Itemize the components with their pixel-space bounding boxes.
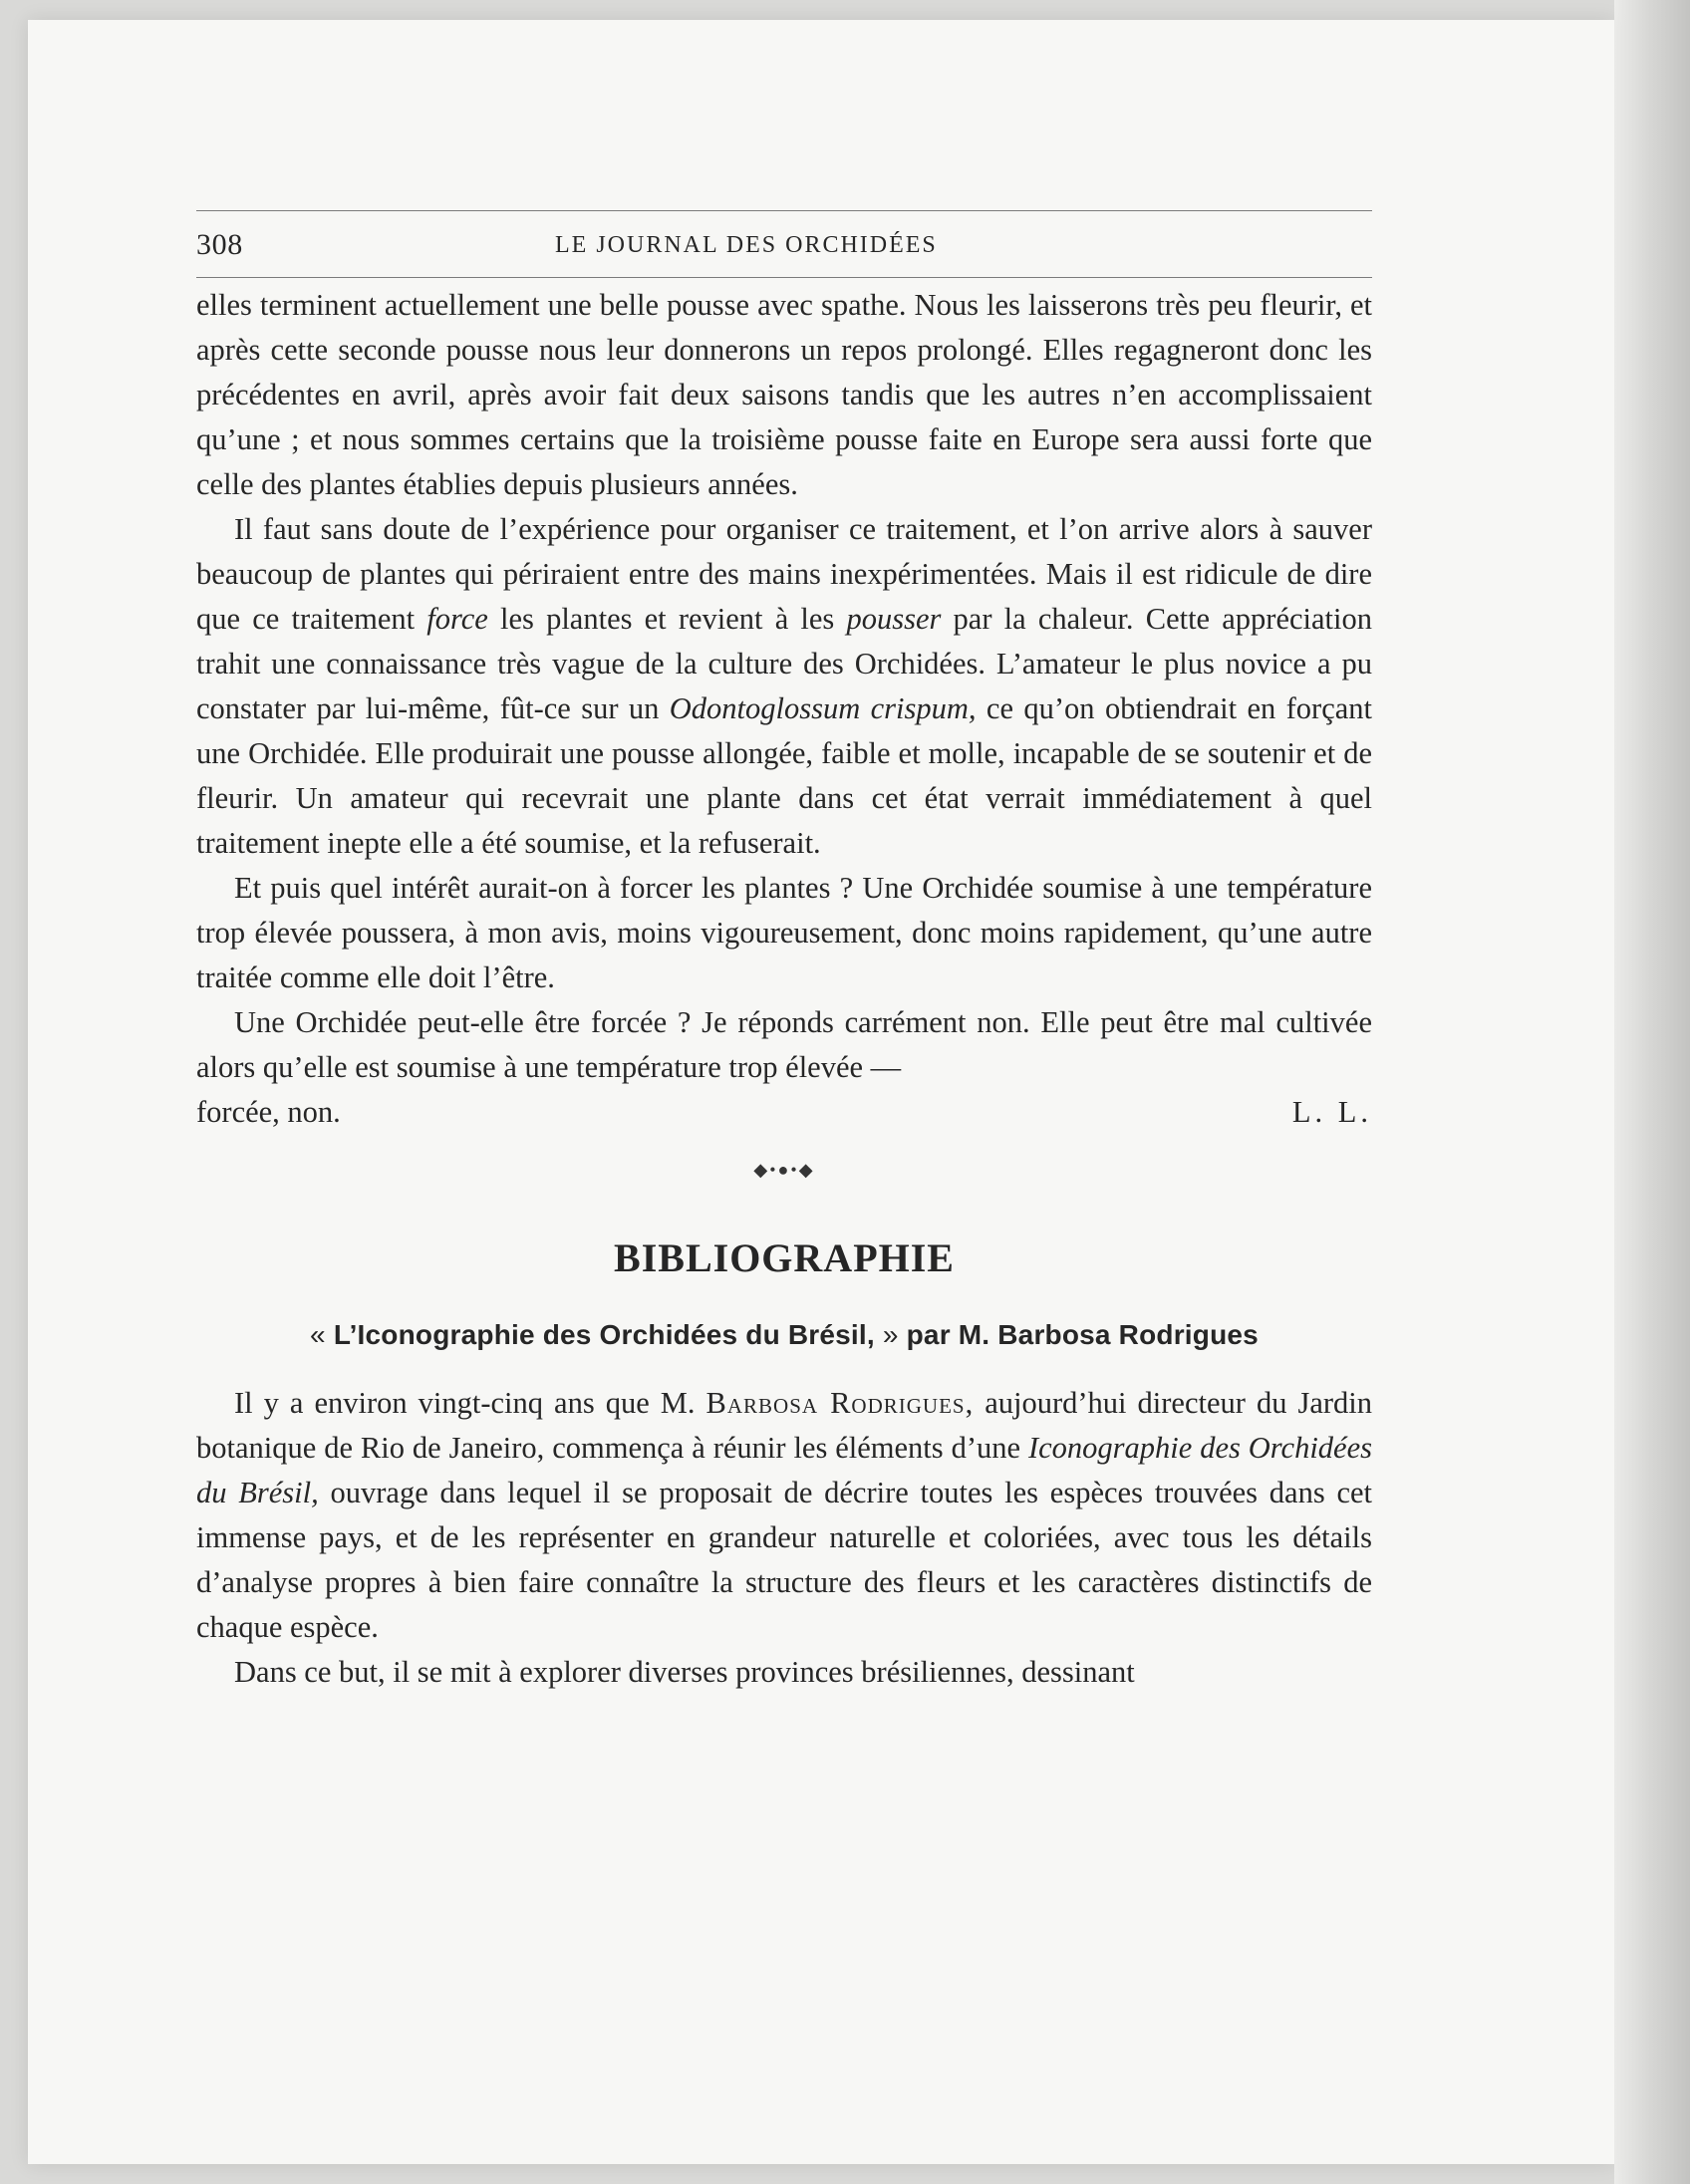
section-ornament: ◆•●•◆ [753, 1160, 815, 1180]
author-initials: L. L. [1291, 1095, 1372, 1129]
open-quote: « [310, 1319, 326, 1351]
article-paragraph [196, 507, 1372, 866]
paragraph-text: Il y a environ vingt-cinq ans que M. [234, 1386, 706, 1421]
bibliography-title: BIBLIOGRAPHIE [614, 1235, 955, 1280]
close-quote: » [882, 1319, 899, 1351]
paragraph-text: Et puis quel intérêt aurait-on à forcer les plantes ? Une Orchidée soumise à une température trop élevée poussera, à mon avis, moins vigoureusement, donc moins rapidement, qu’une autre traitée comme elle doit l’être. [196, 871, 1372, 994]
paragraph-text: Dans ce but, il se mit à explorer diverses provinces brésiliennes, dessinant [234, 1655, 1135, 1690]
closing-text: forcée, non. [196, 1095, 341, 1129]
article-paragraph [196, 866, 1372, 1000]
paragraph-text: Une Orchidée peut-elle être forcée ? Je réponds carrément non. Elle peut être mal cultivée alors qu’elle est soumise à une température trop élevée — [196, 1005, 1372, 1084]
paragraph-text: ce qu’on obtiendrait en forçant une Orchidée. Elle produirait une pousse allongée, faible et molle, incapable de se soutenir et de fleurir. Un amateur qui recevrait une plante dans cet état verrait immédiatement à quel traitement inepte elle a été soumise, et la refuserait. [196, 691, 1373, 860]
species-name: Odontoglossum crispum, [669, 691, 977, 725]
paragraph-text: Il faut sans doute de l’expérience pour organiser ce traitement, et l’on arrive alors à sauver beaucoup de plantes qui périraient entre des mains inexpérimentées. Mais il est ridicule de dire que ce traitement [196, 512, 1372, 636]
running-head: LE JOURNAL DES ORCHIDÉES [555, 232, 938, 258]
bibliography-paragraph [196, 1650, 1372, 1695]
bibliography-paragraph [196, 1381, 1372, 1650]
book-byline: par M. Barbosa Rodrigues [906, 1319, 1259, 1351]
bibliography-body [196, 1381, 1372, 1695]
book-title-inline: Iconographie des Orchidées du Brésil, [196, 1431, 1372, 1510]
paragraph-text: aujourd’hui directeur du Jardin botanique de Rio de Janeiro, commença à réunir les éléments d’une [196, 1386, 1372, 1466]
paragraph-text: ouvrage dans lequel il se proposait de décrire toutes les espèces trouvées dans cet immense pays, et de les représenter en grandeur naturelle et coloriées, avec tous les détails d’analyse propres à bien faire connaître la structure des fleurs et les caractères distinctifs de chaque espèce. [196, 1476, 1372, 1645]
bibliography-subheading [196, 1315, 1372, 1355]
header-rule-top [196, 210, 1372, 211]
book-title: L’Iconographie des Orchidées du Brésil, [333, 1319, 875, 1351]
header-rule-bottom [196, 277, 1372, 278]
author-name: Barbosa Rodrigues, [705, 1386, 975, 1421]
article-paragraph [196, 283, 1372, 507]
article-paragraph [196, 1000, 1372, 1090]
article-body [196, 283, 1372, 1135]
paragraph-text: les plantes et revient à les [487, 602, 847, 636]
paragraph-text: par la chaleur. Cette appréciation trahit une connaissance très vague de la culture des Orchidées. L’amateur le plus novice a pu constater par lui-même, fût-ce sur un [196, 602, 1372, 725]
page-edge-shadow [1614, 0, 1690, 2184]
page-content [196, 207, 1372, 1695]
closing-line [196, 1090, 1372, 1135]
page-number: 308 [196, 228, 243, 261]
page-header [196, 207, 1372, 283]
italic-term-pousser: pousser [846, 602, 942, 636]
paragraph-text: elles terminent actuellement une belle pousse avec spathe. Nous les laisserons très peu fleurir, et après cette seconde pousse nous leur donnerons un repos prolongé. Elles regagneront donc les précédentes en avril, après avoir fait deux saisons tandis que les autres n’en accomplissaient qu’une ; et nous sommes certains que la troisième pousse faite en Europe sera aussi forte que celle des plantes établies depuis plusieurs années. [196, 288, 1372, 501]
italic-term-force: force [426, 602, 488, 636]
